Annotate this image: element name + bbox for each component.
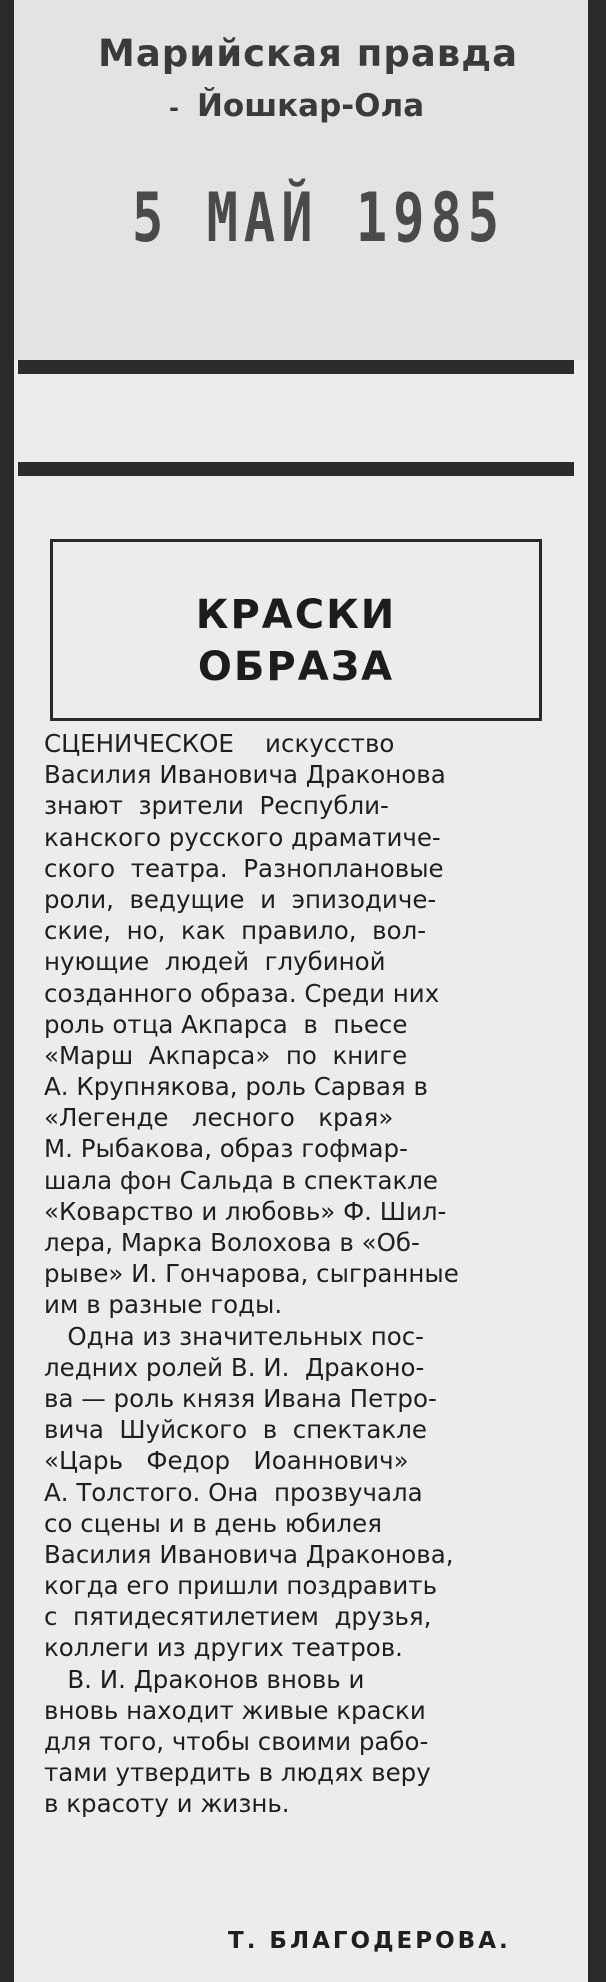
article-line: нующие людей глубиной bbox=[44, 947, 386, 977]
top-divider-rule bbox=[18, 360, 574, 374]
article-line: В. И. Драконов вновь и bbox=[44, 1664, 365, 1694]
article-line: шала фон Сальда в спектакле bbox=[44, 1165, 438, 1195]
article-line: канского русского драматиче- bbox=[44, 822, 441, 852]
article-line: Василия Ивановича Драконова bbox=[44, 760, 446, 790]
article-line: «Коварство и любовь» Ф. Шил- bbox=[44, 1196, 447, 1226]
article-line: «Царь Федор Иоаннович» bbox=[44, 1446, 409, 1476]
article-line: ского театра. Разноплановые bbox=[44, 853, 444, 883]
article-line: для того, чтобы своими рабо- bbox=[44, 1727, 429, 1756]
clipping-header bbox=[14, 0, 588, 360]
article-line: роль отца Акпарса в пьесе bbox=[44, 1009, 408, 1039]
newspaper-clipping bbox=[14, 0, 588, 1982]
article-line: когда его пришли поздравить bbox=[44, 1571, 438, 1601]
stamp-dash: - bbox=[169, 93, 179, 122]
article-line: коллеги из других театров. bbox=[44, 1633, 403, 1663]
article-line: им в разные годы. bbox=[44, 1290, 283, 1320]
article-line: лера, Марка Волохова в «Об- bbox=[44, 1228, 420, 1257]
newspaper-name-stamp: Марийская правда bbox=[98, 32, 519, 75]
article-line: рыве» И. Гончарова, сыгранные bbox=[44, 1259, 459, 1289]
article-line: ские, но, как правило, вол- bbox=[44, 916, 427, 946]
article-line: вича Шуйского в спектакле bbox=[44, 1415, 427, 1445]
article-line: тами утвердить в людях веру bbox=[44, 1758, 431, 1788]
author-signature: Т. БЛАГОДЕРОВА. bbox=[228, 1928, 511, 1954]
date-stamp: 5 МАЙ 1985 bbox=[132, 180, 506, 258]
article-line: ледних ролей В. И. Драконо- bbox=[44, 1352, 425, 1382]
article-line: «Легенде лесного края» bbox=[44, 1103, 394, 1133]
article-line: знают зрители Республи- bbox=[44, 791, 389, 821]
headline-line-1: КРАСКИ bbox=[195, 592, 397, 638]
article-line: М. Рыбакова, образ гофмар- bbox=[44, 1134, 408, 1164]
article-line: «Марш Акпарса» по книге bbox=[44, 1040, 408, 1070]
article-line: Василия Ивановича Драконова, bbox=[44, 1539, 454, 1569]
headline-box bbox=[50, 539, 542, 721]
article-line: А. Крупнякова, роль Сарвая в bbox=[44, 1072, 428, 1102]
second-divider-rule bbox=[18, 462, 574, 476]
city-stamp bbox=[169, 88, 424, 124]
headline-line-2: ОБРАЗА bbox=[197, 644, 395, 690]
article-line: вновь находит живые краски bbox=[44, 1695, 426, 1725]
article-line: ва — роль князя Ивана Петро- bbox=[44, 1383, 437, 1413]
article-line: созданного образа. Среди них bbox=[44, 978, 440, 1008]
city-name: Йошкар-Ола bbox=[196, 88, 425, 124]
article-line: с пятидесятилетием друзья, bbox=[44, 1602, 432, 1632]
article-line: СЦЕНИЧЕСКОЕ искусство bbox=[44, 729, 395, 758]
article-body bbox=[44, 728, 560, 1820]
article-line: со сцены и в день юбилея bbox=[44, 1508, 382, 1538]
article-line: Одна из значительных пос- bbox=[44, 1321, 425, 1351]
article-line: роли, ведущие и эпизодиче- bbox=[44, 884, 437, 914]
article-line: в красоту и жизнь. bbox=[44, 1789, 290, 1819]
article-line: А. Толстого. Она прозвучала bbox=[44, 1477, 423, 1507]
